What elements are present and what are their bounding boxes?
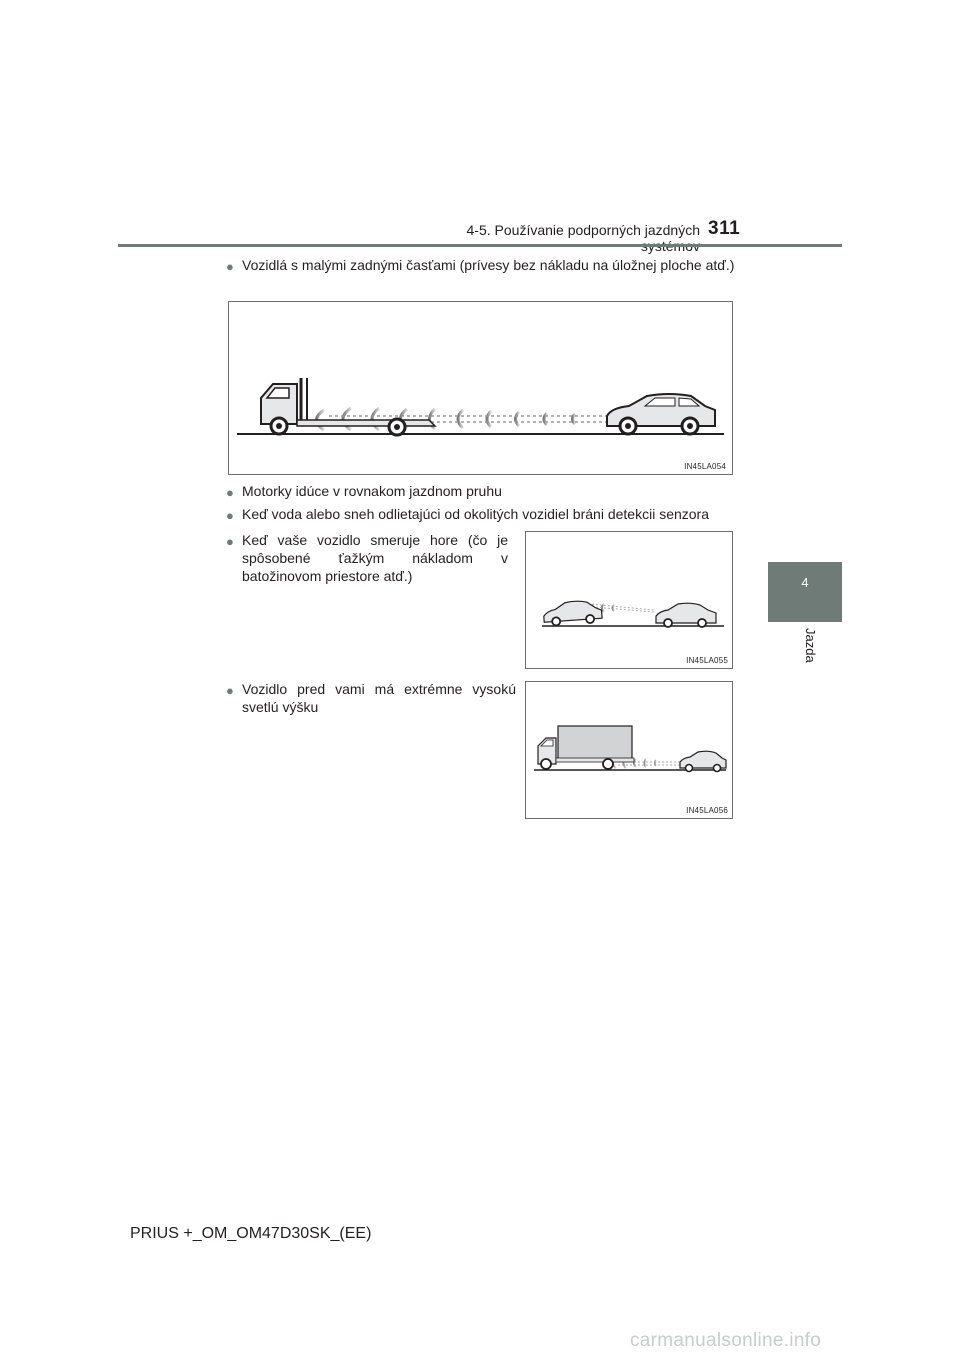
figure-uphill-car — [525, 531, 733, 669]
watermark: carmanualsonline.info — [630, 1330, 822, 1351]
section-title: 4-5. Používanie podporných jazdných — [466, 222, 700, 238]
chapter-label: Jazda — [803, 628, 818, 663]
bullet-item — [226, 256, 748, 274]
chapter-number: 4 — [801, 575, 809, 590]
figure-code: IN45LA055 — [686, 656, 728, 665]
footer-document-code: PRIUS +_OM_OM47D30SK_(EE) — [130, 1225, 372, 1242]
flatbed-truck-illustration — [229, 302, 732, 474]
figure-flatbed-truck — [228, 301, 733, 475]
page-number: 311 — [708, 218, 741, 239]
bullet-text: Keď voda alebo sneh odlietajúci od okolitých vozidiel bráni detekcii senzora — [242, 506, 709, 522]
figure-high-truck — [525, 681, 733, 819]
uphill-car-illustration — [526, 532, 732, 668]
bullet-item — [226, 531, 508, 585]
bullet-text: Vozidlo pred vami má extrémne vysokú svetlú výšku — [242, 681, 516, 715]
bullet-dot-icon: ● — [226, 534, 234, 549]
figure-code: IN45LA056 — [686, 806, 728, 815]
figure-code: IN45LA054 — [684, 462, 726, 471]
chapter-tab — [768, 562, 842, 622]
bullet-dot-icon: ● — [226, 485, 234, 500]
bullet-dot-icon: ● — [226, 508, 234, 523]
bullet-dot-icon: ● — [226, 683, 234, 698]
bullet-item — [226, 505, 760, 523]
header-divider — [118, 244, 842, 247]
bullet-text: Keď vaše vozidlo smeruje hore (čo je spôsobené ťažkým nákladom v batožinovom priestore atď.) — [242, 532, 508, 584]
bullet-item — [226, 482, 748, 500]
high-truck-illustration — [526, 682, 732, 818]
bullet-text: Vozidlá s malými zadnými časťami (prívesy bez nákladu na úložnej ploche atď.) — [242, 257, 735, 273]
bullet-text: Motorky idúce v rovnakom jazdnom pruhu — [242, 483, 502, 499]
bullet-dot-icon: ● — [226, 259, 234, 274]
bullet-item — [226, 680, 516, 716]
